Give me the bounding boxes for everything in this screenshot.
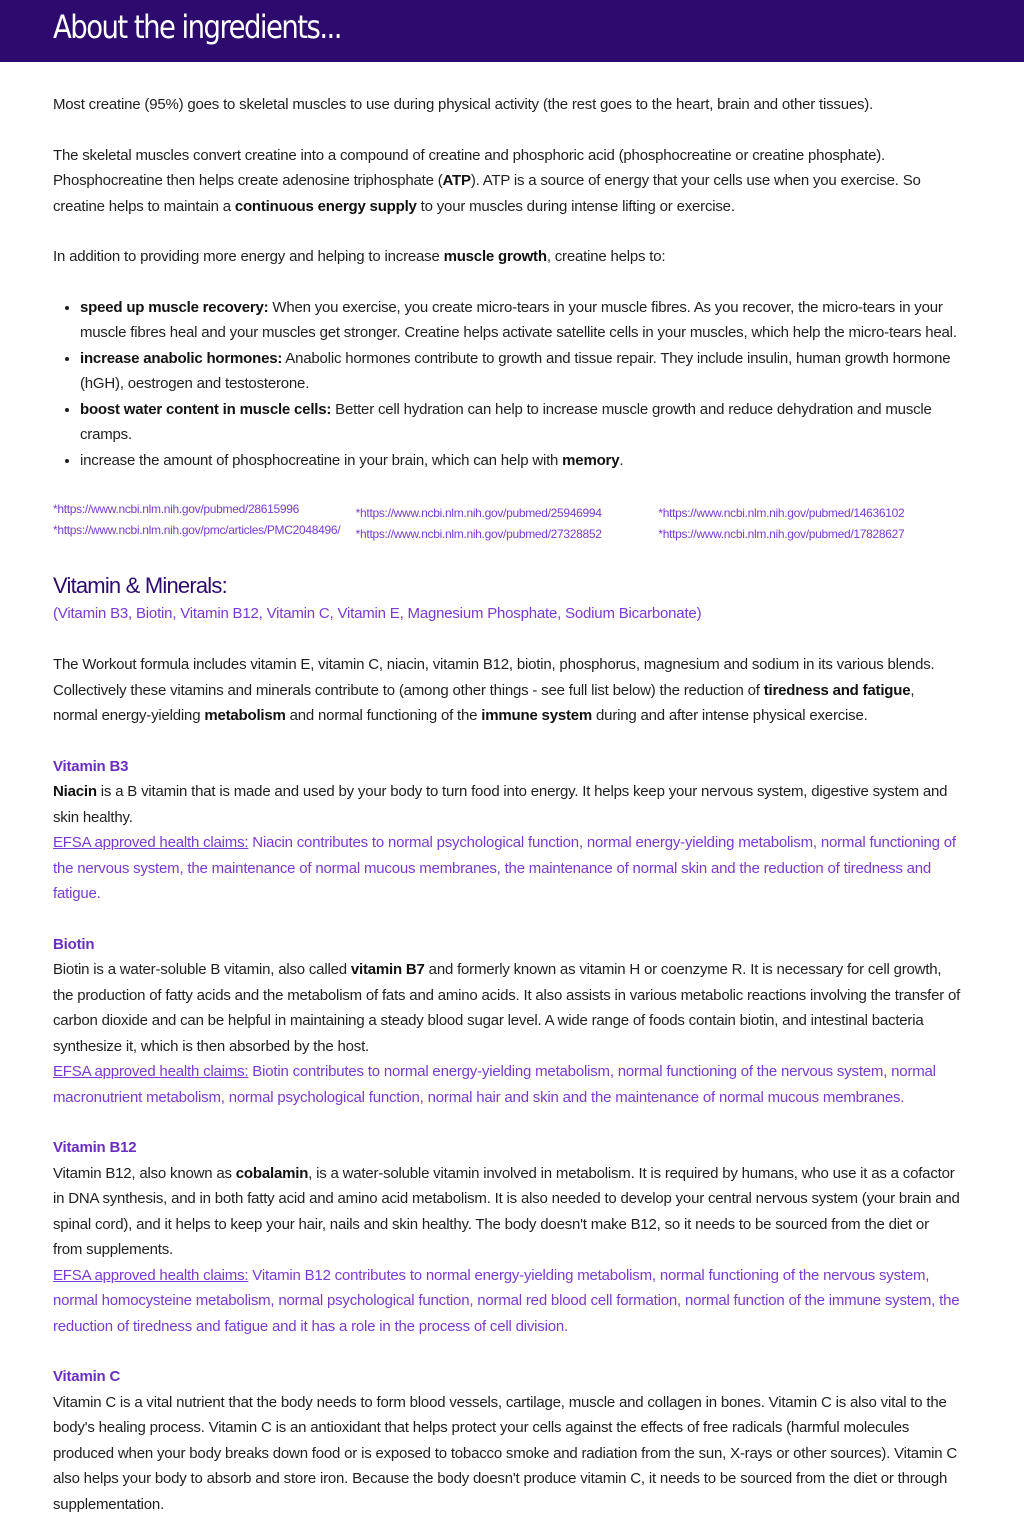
bold-continuous-energy: continuous energy supply (235, 198, 417, 215)
list-item (80, 346, 961, 397)
bullet-text: Anabolic hormones contribute to growth and tissue repair. They include insulin, human growth hormone (hGH), oestrogen and testosterone. (80, 350, 950, 393)
text-span: to your muscles during intense lifting or exercise. (417, 198, 735, 215)
bullet-bold-label: boost water content in muscle cells: (80, 401, 331, 418)
bullet-bold-label: increase anabolic hormones: (80, 350, 282, 367)
bold-muscle-growth: muscle growth (444, 248, 547, 265)
reference-link[interactable]: *https://www.ncbi.nlm.nih.gov/pubmed/27328852 (356, 524, 659, 545)
vitamin-b3-heading: Vitamin B3 (53, 754, 961, 780)
list-item (80, 448, 961, 474)
bold-immune-system: immune system (481, 707, 592, 724)
bold-atp: ATP (443, 172, 471, 189)
text-span: ). ATP is a source of energy that your cells use when you exercise. So creatine helps to maintain a (53, 172, 921, 215)
list-item (80, 295, 961, 346)
biotin-body (53, 957, 961, 1059)
claims-text: Niacin contributes to normal psychological function, normal energy-yielding metabolism, normal functioning of the nervous system, the maintenance of normal mucous membranes, the maintenance of normal skin and the reduction of tiredness and fatigue. (53, 834, 956, 902)
vitamin-b3-body (53, 779, 961, 830)
bullet-text: increase the amount of phosphocreatine in your brain, which can help with (80, 452, 562, 469)
vitamins-section-subtitle: (Vitamin B3, Biotin, Vitamin B12, Vitamin C, Vitamin E, Magnesium Phosphate, Sodium Bicarbonate) (53, 601, 961, 627)
reference-link[interactable]: *https://www.ncbi.nlm.nih.gov/pubmed/25946994 (356, 503, 659, 524)
text-span: Vitamin B12, also known as (53, 1165, 236, 1182)
claims-text: Biotin contributes to normal energy-yielding metabolism, normal functioning of the nervous system, normal macronutrient metabolism, normal psychological function, normal hair and skin and the maintenance of normal mucous membranes. (53, 1063, 936, 1106)
intro-paragraph-3 (53, 244, 961, 270)
vitamins-section-title: Vitamin & Minerals: (53, 571, 961, 601)
vitamin-b3-claims (53, 830, 961, 907)
text-span: is a B vitamin that is made and used by your body to turn food into energy. It helps keep your nervous system, digestive system and skin healthy. (53, 783, 947, 826)
reference-link[interactable]: *https://www.ncbi.nlm.nih.gov/pubmed/17828627 (658, 524, 961, 545)
text-span: and formerly known as vitamin H or coenzyme R. It is necessary for cell growth, the production of fatty acids and the metabolism of fats and amino acids. It also assists in various metabolic reactions involving the transfer of carbon dioxide and can be helpful in maintaining a steady blood sugar level. A wide range of foods contain biotin, and intestinal bacteria synthesize it, which is then absorbed by the host. (53, 961, 960, 1055)
text-span: In addition to providing more energy and helping to increase (53, 248, 444, 265)
biotin-claims (53, 1059, 961, 1110)
intro-paragraph-2 (53, 143, 961, 220)
bullet-bold-label: speed up muscle recovery: (80, 299, 268, 316)
vitamin-b12-body (53, 1161, 961, 1263)
article-content (53, 92, 961, 1517)
reference-link[interactable]: *https://www.ncbi.nlm.nih.gov/pubmed/28615996 (53, 499, 356, 520)
vitamin-b12-heading: Vitamin B12 (53, 1135, 961, 1161)
text-span: The Workout formula includes vitamin E, vitamin C, niacin, vitamin B12, biotin, phosphorus, magnesium and sodium in its various blends. Collectively these vitamins and minerals contribute to (among other things - see full list below) the reduction of (53, 656, 934, 699)
vitamins-intro-paragraph (53, 652, 961, 729)
text-span: , is a water-soluble vitamin involved in metabolism. It is required by humans, who use it as a cofactor in DNA synthesis, and in both fatty acid and amino acid metabolism. It is also needed to develop your central nervous system (your brain and spinal cord), and it helps to keep your hair, nails and skin healthy. The body doesn't make B12, so it needs to be sourced from the diet or from supplements. (53, 1165, 960, 1259)
list-item (80, 397, 961, 448)
bullet-text: When you exercise, you create micro-tears in your muscle fibres. As you recover, the micro-tears in your muscle fibres heal and your muscles get stronger. Creatine helps activate satellite cells in your muscles, which help the micro-tears heal. (80, 299, 957, 342)
bullet-bold-label: memory (562, 452, 619, 469)
references-column-2 (356, 499, 659, 545)
biotin-heading: Biotin (53, 932, 961, 958)
reference-link[interactable]: *https://www.ncbi.nlm.nih.gov/pmc/articles/PMC2048496/ (53, 520, 356, 541)
vitamin-c-body: Vitamin C is a vital nutrient that the body needs to form blood vessels, cartilage, muscle and collagen in bones. Vitamin C is also vital to the body's healing process. Vitamin C is an antioxidant that helps protect your cells against the effects of free radicals (harmful molecules produced when your body breaks down food or is exposed to tobacco smoke and radiation from the sun, X-rays or other sources). Vitamin C also helps your body to absorb and store iron. Because the body doesn't produce vitamin C, it needs to be sourced from the diet or through supplementation. (53, 1390, 961, 1517)
text-span: and normal functioning of the (286, 707, 482, 724)
bold-cobalamin: cobalamin (236, 1165, 308, 1182)
references (53, 499, 961, 545)
bullet-text: Better cell hydration can help to increase muscle growth and reduce dehydration and muscle cramps. (80, 401, 932, 444)
vitamin-c-heading: Vitamin C (53, 1364, 961, 1390)
bold-niacin: Niacin (53, 783, 97, 800)
bullet-text: . (619, 452, 623, 469)
benefits-list (53, 295, 961, 474)
page-header (0, 0, 1024, 62)
references-column-3 (658, 499, 961, 545)
bold-vitamin-b7: vitamin B7 (351, 961, 425, 978)
reference-link[interactable]: *https://www.ncbi.nlm.nih.gov/pubmed/14636102 (658, 503, 961, 524)
bold-tiredness: tiredness and fatigue (764, 682, 911, 699)
intro-paragraph-1: Most creatine (95%) goes to skeletal muscles to use during physical activity (the rest goes to the heart, brain and other tissues). (53, 92, 961, 118)
text-span: , normal energy-yielding (53, 682, 914, 725)
efsa-claims-link[interactable]: EFSA approved health claims: (53, 1063, 248, 1080)
efsa-claims-link[interactable]: EFSA approved health claims: (53, 1267, 248, 1284)
efsa-claims-link[interactable]: EFSA approved health claims: (53, 834, 248, 851)
bold-metabolism: metabolism (204, 707, 285, 724)
references-column-1 (53, 499, 356, 545)
page-title: About the ingredients... (53, 8, 341, 46)
text-span: during and after intense physical exercise. (592, 707, 868, 724)
text-span: , creatine helps to: (547, 248, 666, 265)
text-span: Biotin is a water-soluble B vitamin, also called (53, 961, 351, 978)
vitamin-b12-claims (53, 1263, 961, 1340)
claims-text: Vitamin B12 contributes to normal energy-yielding metabolism, normal functioning of the nervous system, normal homocysteine metabolism, normal psychological function, normal red blood cell formation, normal function of the immune system, the reduction of tiredness and fatigue and it has a role in the process of cell division. (53, 1267, 959, 1335)
text-span: The skeletal muscles convert creatine into a compound of creatine and phosphoric acid (phosphocreatine or creatine phosphate). Phosphocreatine then helps create adenosine triphosphate ( (53, 147, 885, 190)
